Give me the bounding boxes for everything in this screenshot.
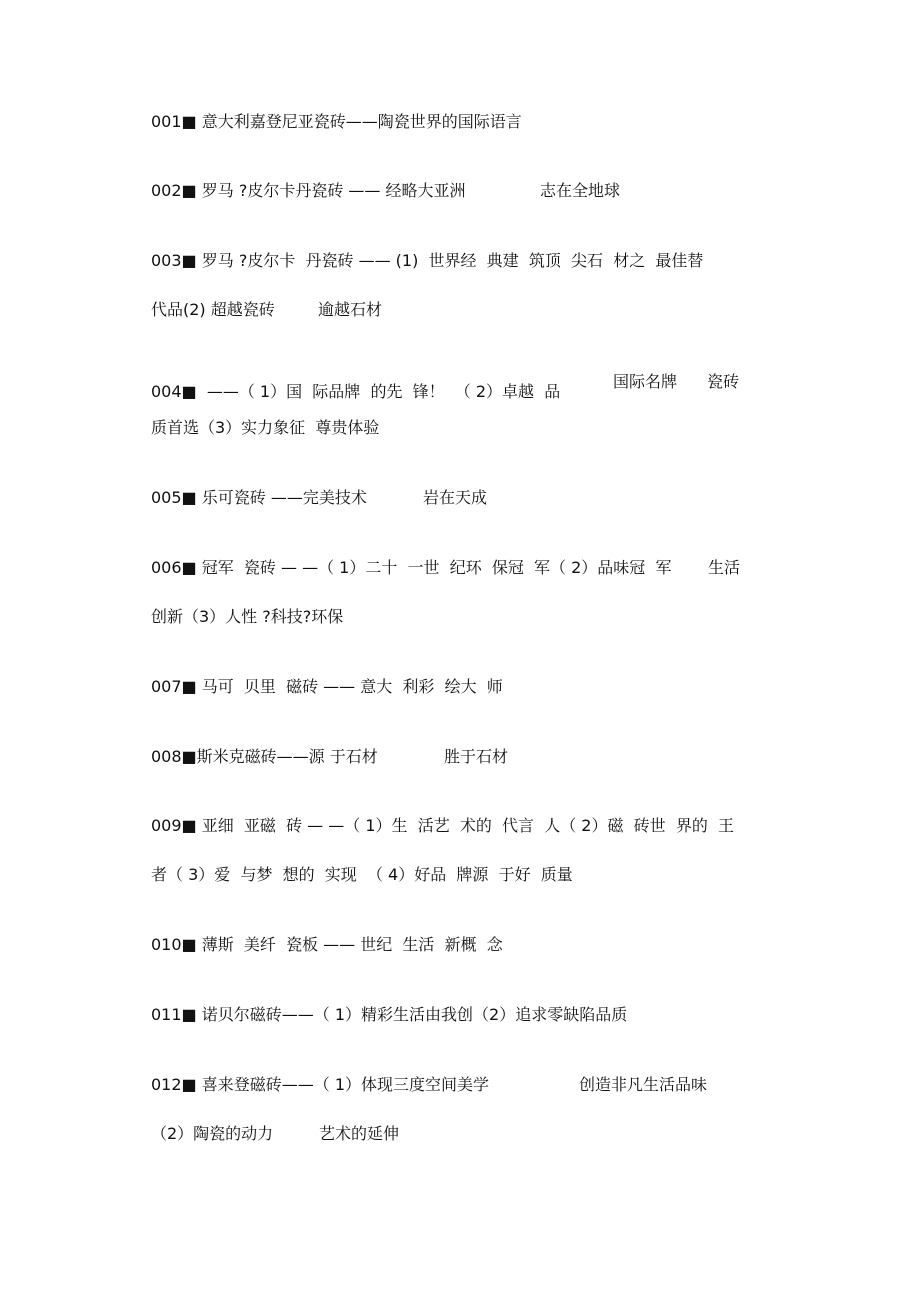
- line-008: 008■斯米克磁砖——源 于石材: [151, 747, 378, 766]
- line-004-note-a: 国际名牌: [613, 372, 678, 391]
- line-003-cont: 代品(2) 超越瓷砖: [151, 300, 275, 319]
- line-012-cont: （2）陶瓷的动力: [151, 1124, 274, 1143]
- line-006-tail: 生活: [708, 558, 741, 577]
- line-007: 007■ 马可 贝里 磁砖 —— 意大 利彩 绘大 师: [151, 677, 503, 696]
- line-012-cont-tail: 艺术的延伸: [319, 1124, 400, 1143]
- line-009-cont: 者（ 3）爱 与梦 想的 实现 （ 4）好品 牌源 于好 质量: [151, 865, 573, 884]
- line-005-tail: 岩在天成: [423, 488, 488, 507]
- line-010: 010■ 薄斯 美纤 瓷板 —— 世纪 生活 新概 念: [151, 935, 503, 954]
- line-001: 001■ 意大利嘉登尼亚瓷砖——陶瓷世界的国际语言: [151, 112, 522, 131]
- line-004-cont: 质首选（3）实力象征 尊贵体验: [151, 418, 380, 437]
- line-003: 003■ 罗马 ?皮尔卡 丹瓷砖 —— (1) 世界经 典建 筑顶 尖石 材之 最佳替: [151, 251, 704, 270]
- line-011: 011■ 诺贝尔磁砖——（ 1）精彩生活由我创（2）追求零缺陷品质: [151, 1005, 628, 1024]
- line-012-tail: 创造非凡生活品味: [579, 1075, 708, 1094]
- line-004: 004■ ——（ 1）国 际品牌 的先 锋！ （ 2）卓越 品: [151, 382, 561, 401]
- line-004-note-b: 瓷砖: [707, 372, 740, 391]
- line-009: 009■ 亚细 亚磁 砖 — —（ 1）生 活艺 术的 代言 人（ 2）磁 砖世 界的 王: [151, 816, 734, 835]
- line-008-tail: 胜于石材: [444, 747, 509, 766]
- line-005: 005■ 乐可瓷砖 ——完美技术: [151, 488, 367, 507]
- line-012: 012■ 喜来登磁砖——（ 1）体现三度空间美学: [151, 1075, 490, 1094]
- line-006: 006■ 冠军 瓷砖 — —（ 1）二十 一世 纪环 保冠 军（ 2）品味冠 军: [151, 558, 672, 577]
- line-002-tail: 志在全地球: [540, 181, 621, 200]
- line-003-tail: 逾越石材: [318, 300, 383, 319]
- line-006-cont: 创新（3）人性 ?科技?环保: [151, 607, 344, 626]
- line-002: 002■ 罗马 ?皮尔卡丹瓷砖 —— 经略大亚洲: [151, 181, 466, 200]
